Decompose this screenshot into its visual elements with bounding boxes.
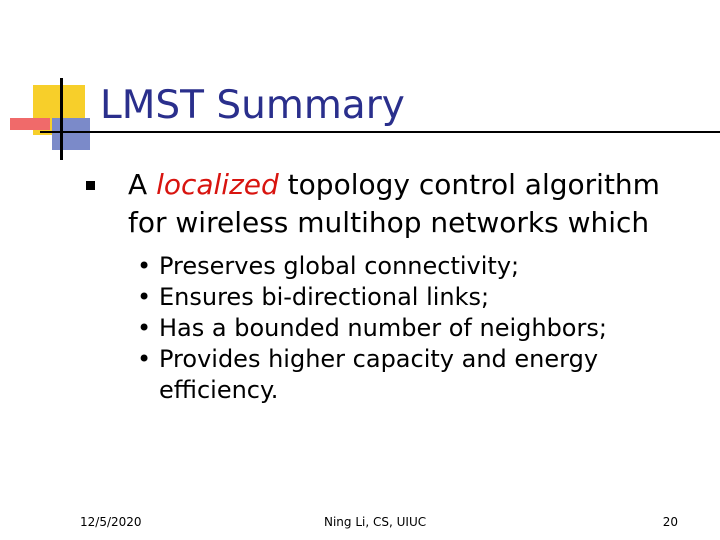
bullet-prefix: A bbox=[128, 168, 157, 201]
decor-vertical-line bbox=[60, 78, 63, 160]
sub-bullet-list bbox=[137, 251, 629, 406]
decor-red-bar bbox=[10, 118, 50, 130]
sub-bullet-item bbox=[137, 344, 629, 406]
footer-author: Ning Li, CS, UIUC bbox=[324, 515, 427, 529]
sub-bullet-text: Has a bounded number of neighbors; bbox=[159, 314, 607, 342]
footer-date: 12/5/2020 bbox=[80, 515, 142, 529]
sub-bullet-item bbox=[137, 313, 629, 344]
sub-bullet-text: Provides higher capacity and energy efficiency. bbox=[159, 345, 599, 404]
sub-bullet-item bbox=[137, 251, 629, 282]
title-underline bbox=[40, 131, 720, 133]
sub-bullet-item bbox=[137, 282, 629, 313]
bullet-dot-icon: • bbox=[137, 345, 152, 373]
square-bullet-icon bbox=[86, 181, 95, 190]
bullet-suffix: topology control algorithm for wireless multihop networks which bbox=[128, 168, 660, 239]
decor-blue-square bbox=[52, 118, 90, 150]
bullet-dot-icon: • bbox=[137, 283, 152, 311]
bullet-emphasis: localized bbox=[156, 168, 279, 201]
bullet-dot-icon: • bbox=[137, 314, 152, 342]
sub-bullet-text: Preserves global connectivity; bbox=[159, 252, 520, 280]
footer-page-number: 20 bbox=[662, 515, 678, 529]
main-bullet-text bbox=[128, 166, 698, 242]
slide-title: LMST Summary bbox=[100, 83, 405, 128]
bullet-dot-icon: • bbox=[137, 252, 152, 280]
sub-bullet-text: Ensures bi-directional links; bbox=[159, 283, 490, 311]
